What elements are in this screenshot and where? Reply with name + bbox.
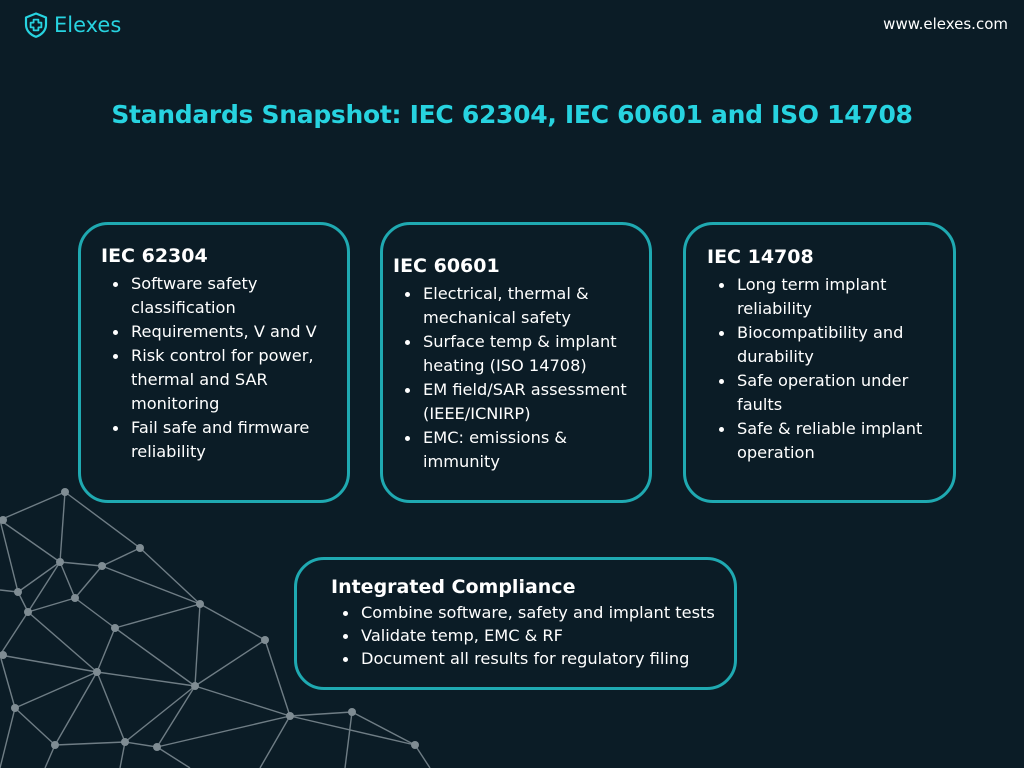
page-title: Standards Snapshot: IEC 62304, IEC 60601 and ISO 14708 xyxy=(111,100,913,129)
card-iec-14708 xyxy=(683,222,956,503)
list-item: Risk control for power, thermal and SAR monitoring xyxy=(101,344,347,416)
header xyxy=(0,0,1024,52)
card-iec-62304 xyxy=(78,222,350,503)
card-title: Integrated Compliance xyxy=(331,576,576,598)
list-item: EM field/SAR assessment (IEEE/ICNIRP) xyxy=(393,378,649,426)
logo-text: Elexes xyxy=(54,13,122,37)
list-item: Validate temp, EMC & RF xyxy=(331,624,734,647)
card-title: IEC 60601 xyxy=(393,255,500,277)
card-title: IEC 14708 xyxy=(707,246,814,268)
list-item: Long term implant reliability xyxy=(707,273,953,321)
card-iec-60601 xyxy=(380,222,652,503)
list-item: Document all results for regulatory filing xyxy=(331,647,734,670)
bullet-list xyxy=(101,272,347,464)
bullet-list xyxy=(707,273,953,465)
card-title: IEC 62304 xyxy=(101,245,208,267)
list-item: Safe & reliable implant operation xyxy=(707,417,953,465)
list-item: Software safety classification xyxy=(101,272,347,320)
list-item: Combine software, safety and implant tests xyxy=(331,601,734,624)
list-item: Surface temp & implant heating (ISO 14708) xyxy=(393,330,649,378)
bullet-list xyxy=(331,601,734,670)
site-url[interactable]: www.elexes.com xyxy=(883,15,1008,33)
card-integrated-compliance xyxy=(294,557,737,690)
list-item: Fail safe and firmware reliability xyxy=(101,416,347,464)
list-item: Electrical, thermal & mechanical safety xyxy=(393,282,649,330)
bullet-list xyxy=(393,282,649,474)
list-item: Requirements, V and V xyxy=(101,320,347,344)
list-item: Safe operation under faults xyxy=(707,369,953,417)
logo[interactable] xyxy=(22,11,121,39)
list-item: Biocompatibility and durability xyxy=(707,321,953,369)
list-item: EMC: emissions & immunity xyxy=(393,426,649,474)
shield-cross-icon xyxy=(22,11,50,39)
